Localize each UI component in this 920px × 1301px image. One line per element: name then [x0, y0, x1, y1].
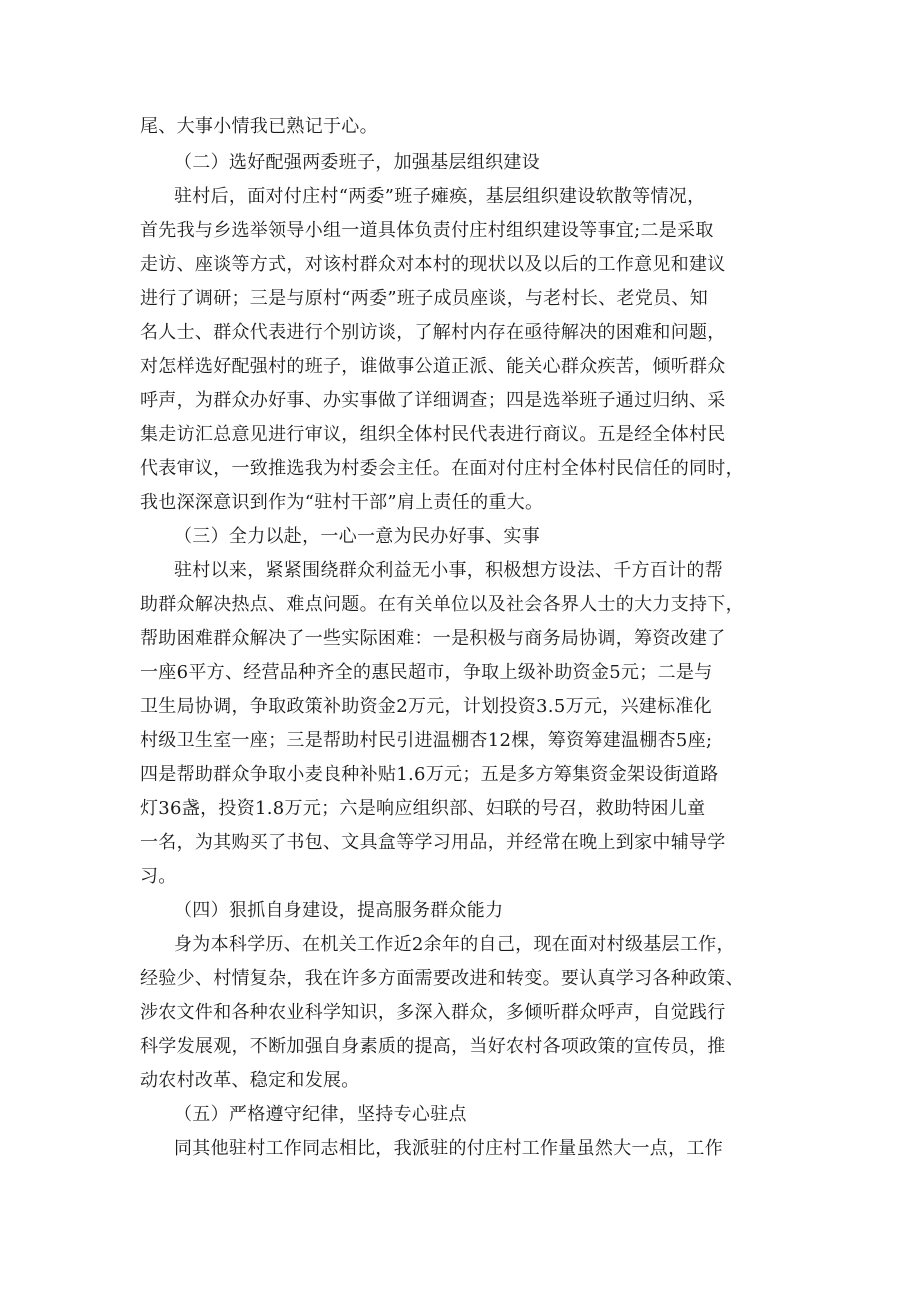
- text-line: 走访、座谈等方式，对该村群众对本村的现状以及以后的工作意见和建议: [140, 254, 726, 275]
- section-heading-3: （三）全力以赴，一心一意为民办好事、实事: [174, 526, 540, 547]
- section-heading-2: （二）选好配强两委班子，加强基层组织建设: [174, 152, 540, 173]
- text-line: 代表审议，一致推选我为村委会主任。在面对付庄村全体村民信任的同时，: [140, 458, 744, 479]
- text-line: 四是帮助群众争取小麦良种补贴1.6万元；五是多方筹集资金架设街道路: [140, 764, 719, 785]
- text-line: 村级卫生室一座；三是帮助村民引进温棚杏12棵，筹资筹建温棚杏5座;: [140, 730, 713, 751]
- text-line: 灯36盏，投资1.8万元；六是响应组织部、妇联的号召，救助特困儿童: [140, 798, 706, 819]
- text-line: 首先我与乡选举领导小组一道具体负责付庄村组织建设等事宜;二是采取: [140, 220, 714, 241]
- text-line: 尾、大事小情我已熟记于心。: [140, 116, 378, 137]
- text-line: 帮助困难群众解决了一些实际困难：一是积极与商务局协调，筹资改建了: [140, 628, 726, 649]
- text-line: 同其他驻村工作同志相比，我派驻的付庄村工作量虽然大一点，工作: [174, 1138, 723, 1159]
- text-line: 集走访汇总意见进行审议，组织全体村民代表进行商议。五是经全体村民: [140, 424, 726, 445]
- text-line: 驻村后，面对付庄村“两委”班子瘫痪，基层组织建设软散等情况，: [174, 186, 706, 207]
- section-heading-5: （五）严格遵守纪律，坚持专心驻点: [174, 1104, 467, 1125]
- text-line: 我也深深意识到作为“驻村干部”肩上责任的重大。: [140, 492, 544, 513]
- text-line: 对怎样选好配强村的班子，谁做事公道正派、能关心群众疾苦，倾听群众: [140, 356, 726, 377]
- text-line: 身为本科学历、在机关工作近2余年的自己，现在面对村级基层工作，: [174, 934, 735, 955]
- text-line: 驻村以来，紧紧围绕群众利益无小事，积极想方设法、千方百计的帮: [174, 560, 723, 581]
- text-line: 助群众解决热点、难点问题。在有关单位以及社会各界人士的大力支持下，: [140, 594, 744, 615]
- text-line: 动农村改革、稳定和发展。: [140, 1070, 360, 1091]
- text-line: 卫生局协调，争取政策补助资金2万元，计划投资3.5万元，兴建标准化: [140, 696, 712, 717]
- text-line: 科学发展观，不断加强自身素质的提高，当好农村各项政策的宣传员，推: [140, 1036, 726, 1057]
- text-line: 名人士、群众代表进行个别访谈，了解村内存在亟待解决的困难和问题，: [140, 322, 726, 343]
- text-line: 习。: [140, 866, 177, 887]
- text-line: 一名，为其购买了书包、文具盒等学习用品，并经常在晚上到家中辅导学: [140, 832, 726, 853]
- text-line: 涉农文件和各种农业科学知识，多深入群众，多倾听群众呼声，自觉践行: [140, 1002, 726, 1023]
- text-line: 进行了调研；三是与原村“两委”班子成员座谈，与老村长、老党员、知: [140, 288, 709, 309]
- text-line: 一座6平方、经营品种齐全的惠民超市，争取上级补助资金5元；二是与: [140, 662, 713, 683]
- text-line: 经验少、村情复杂，我在许多方面需要改进和转变。要认真学习各种政策、: [140, 968, 744, 989]
- section-heading-4: （四）狠抓自身建设，提高服务群众能力: [174, 900, 504, 921]
- text-line: 呼声，为群众办好事、办实事做了详细调查；四是选举班子通过归纳、采: [140, 390, 726, 411]
